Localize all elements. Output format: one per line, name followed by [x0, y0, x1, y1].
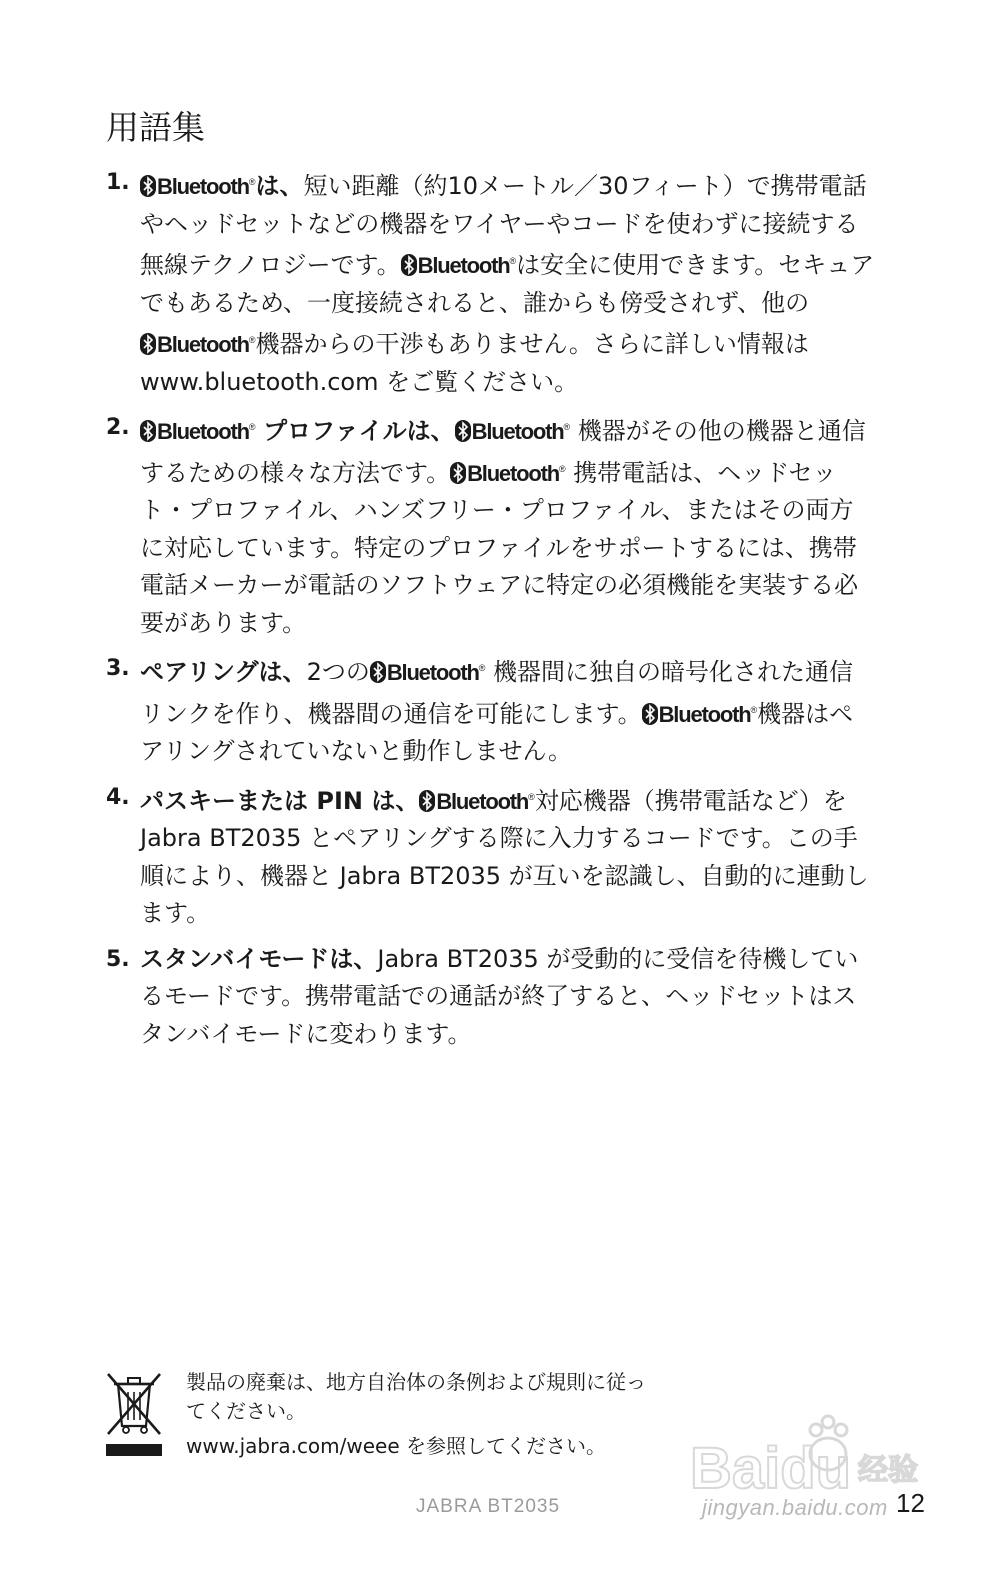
glossary-definition: Jabra BT2035 が受動的に受信を待機しているモードです。携帯電話での通話が終了すると、ヘッドセットはスタンバイモードに変わります。 [140, 944, 859, 1048]
bluetooth-icon [450, 462, 466, 484]
page-heading: 用語集 [106, 108, 205, 147]
bluetooth-logo [419, 779, 534, 821]
weee-crossed-bin-icon [104, 1372, 164, 1460]
bluetooth-wordmark: Bluetooth [157, 332, 249, 357]
glossary-definition: 機器間に独自の暗号化された通信リンクを作り、機器間の通信を可能にします。 [140, 658, 853, 728]
footer-product-name: JABRA BT2035 [416, 1496, 561, 1517]
glossary-item [106, 164, 876, 401]
glossary-term: スタンバイモードは、 [140, 944, 378, 973]
registered-mark: ® [558, 463, 566, 474]
item-number: 4. [106, 784, 130, 810]
bluetooth-wordmark: Bluetooth [157, 174, 249, 199]
glossary-definition: 機器からの干渉もありません。さらに詳しい情報は www.bluetooth.com をご覧ください。 [140, 330, 809, 396]
bluetooth-logo [140, 164, 255, 206]
bluetooth-logo [642, 692, 757, 734]
bluetooth-icon [642, 703, 658, 725]
bluetooth-icon [401, 254, 417, 276]
glossary-term: パスキーまたは PIN は、 [140, 786, 420, 815]
bluetooth-logo [450, 451, 565, 493]
bluetooth-wordmark: Bluetooth [157, 419, 249, 444]
bluetooth-logo [370, 650, 485, 692]
glossary-definition: 対応機器（携帯電話など）を Jabra BT2035 とペアリングする際に入力するコードです。この手順により、機器と Jabra BT2035 が互いを認識し、自動的に連動します。 [140, 786, 869, 927]
glossary-item [106, 941, 876, 1054]
bluetooth-icon [370, 661, 386, 683]
registered-mark: ® [509, 256, 517, 266]
bluetooth-wordmark: Bluetooth [436, 788, 529, 814]
glossary-definition: 2つの [306, 658, 370, 686]
bluetooth-logo [140, 322, 255, 364]
bluetooth-wordmark: Bluetooth [658, 701, 751, 727]
bluetooth-wordmark: Bluetooth [467, 460, 559, 486]
glossary-list [106, 164, 876, 1061]
registered-mark: ® [248, 422, 256, 432]
bluetooth-wordmark: Bluetooth [417, 253, 510, 278]
registered-mark: ® [750, 704, 758, 715]
glossary-definition: 機器がその他の機器と通信するための様々な方法です。 [140, 417, 866, 487]
item-number: 3. [106, 656, 130, 681]
glossary-definition: 携帯電話は、ヘッドセット・プロファイル、ハンズフリー・プロファイル、またはその両方に対応しています。特定のプロファイルをサポートするには、携帯電話メーカーが電話のソフトウェアに特定の必須機能を実装する必要があります。 [140, 458, 859, 637]
registered-mark: ® [248, 335, 256, 345]
bluetooth-icon [140, 420, 156, 442]
item-number: 1. [106, 170, 130, 195]
glossary-definition: 機器はペアリングされていないと動作しません。 [140, 699, 854, 765]
page-number: 12 [896, 1488, 925, 1518]
disposal-link-line: www.jabra.com/weee を参照してください。 [186, 1434, 607, 1458]
glossary-term: は、 [255, 172, 304, 200]
registered-mark: ® [528, 791, 535, 802]
bluetooth-wordmark: Bluetooth [386, 660, 479, 685]
glossary-item [106, 779, 876, 933]
bluetooth-logo [455, 409, 570, 451]
item-number: 5. [106, 946, 130, 972]
bluetooth-wordmark: Bluetooth [471, 419, 564, 444]
registered-mark: ® [563, 422, 571, 432]
watermark-url: jingyan.baidu.com [702, 1495, 888, 1520]
bluetooth-icon [419, 790, 435, 812]
glossary-definition: 短い距離（約10メートル／30フィート）で携帯電話やヘッドセットなどの機器をワイヤーやコードを使わずに接続する無線テクノロジーです。 [140, 172, 867, 279]
watermark-logo-text: Baidu [690, 1436, 852, 1496]
registered-mark: ® [478, 663, 486, 673]
glossary-definition: は安全に使用できます。セキュアでもあるため、一度接続されると、誰からも傍受されず、他の [140, 251, 875, 317]
item-number: 2. [106, 415, 130, 440]
bluetooth-icon [455, 420, 471, 442]
bluetooth-icon [140, 175, 156, 197]
bluetooth-icon [140, 333, 156, 355]
bluetooth-logo [140, 409, 255, 451]
baidu-watermark-logo [690, 1396, 930, 1496]
bluetooth-logo [401, 243, 516, 285]
registered-mark: ® [248, 177, 256, 187]
glossary-term: プロファイルは、 [263, 417, 455, 445]
glossary-item [106, 650, 876, 771]
watermark-logo-cn: 经验 [858, 1453, 918, 1488]
glossary-item [106, 409, 876, 642]
glossary-term: ペアリングは、 [140, 658, 307, 686]
disposal-notice: 製品の廃棄は、地方自治体の条例および規則に従ってください。 [186, 1370, 646, 1423]
